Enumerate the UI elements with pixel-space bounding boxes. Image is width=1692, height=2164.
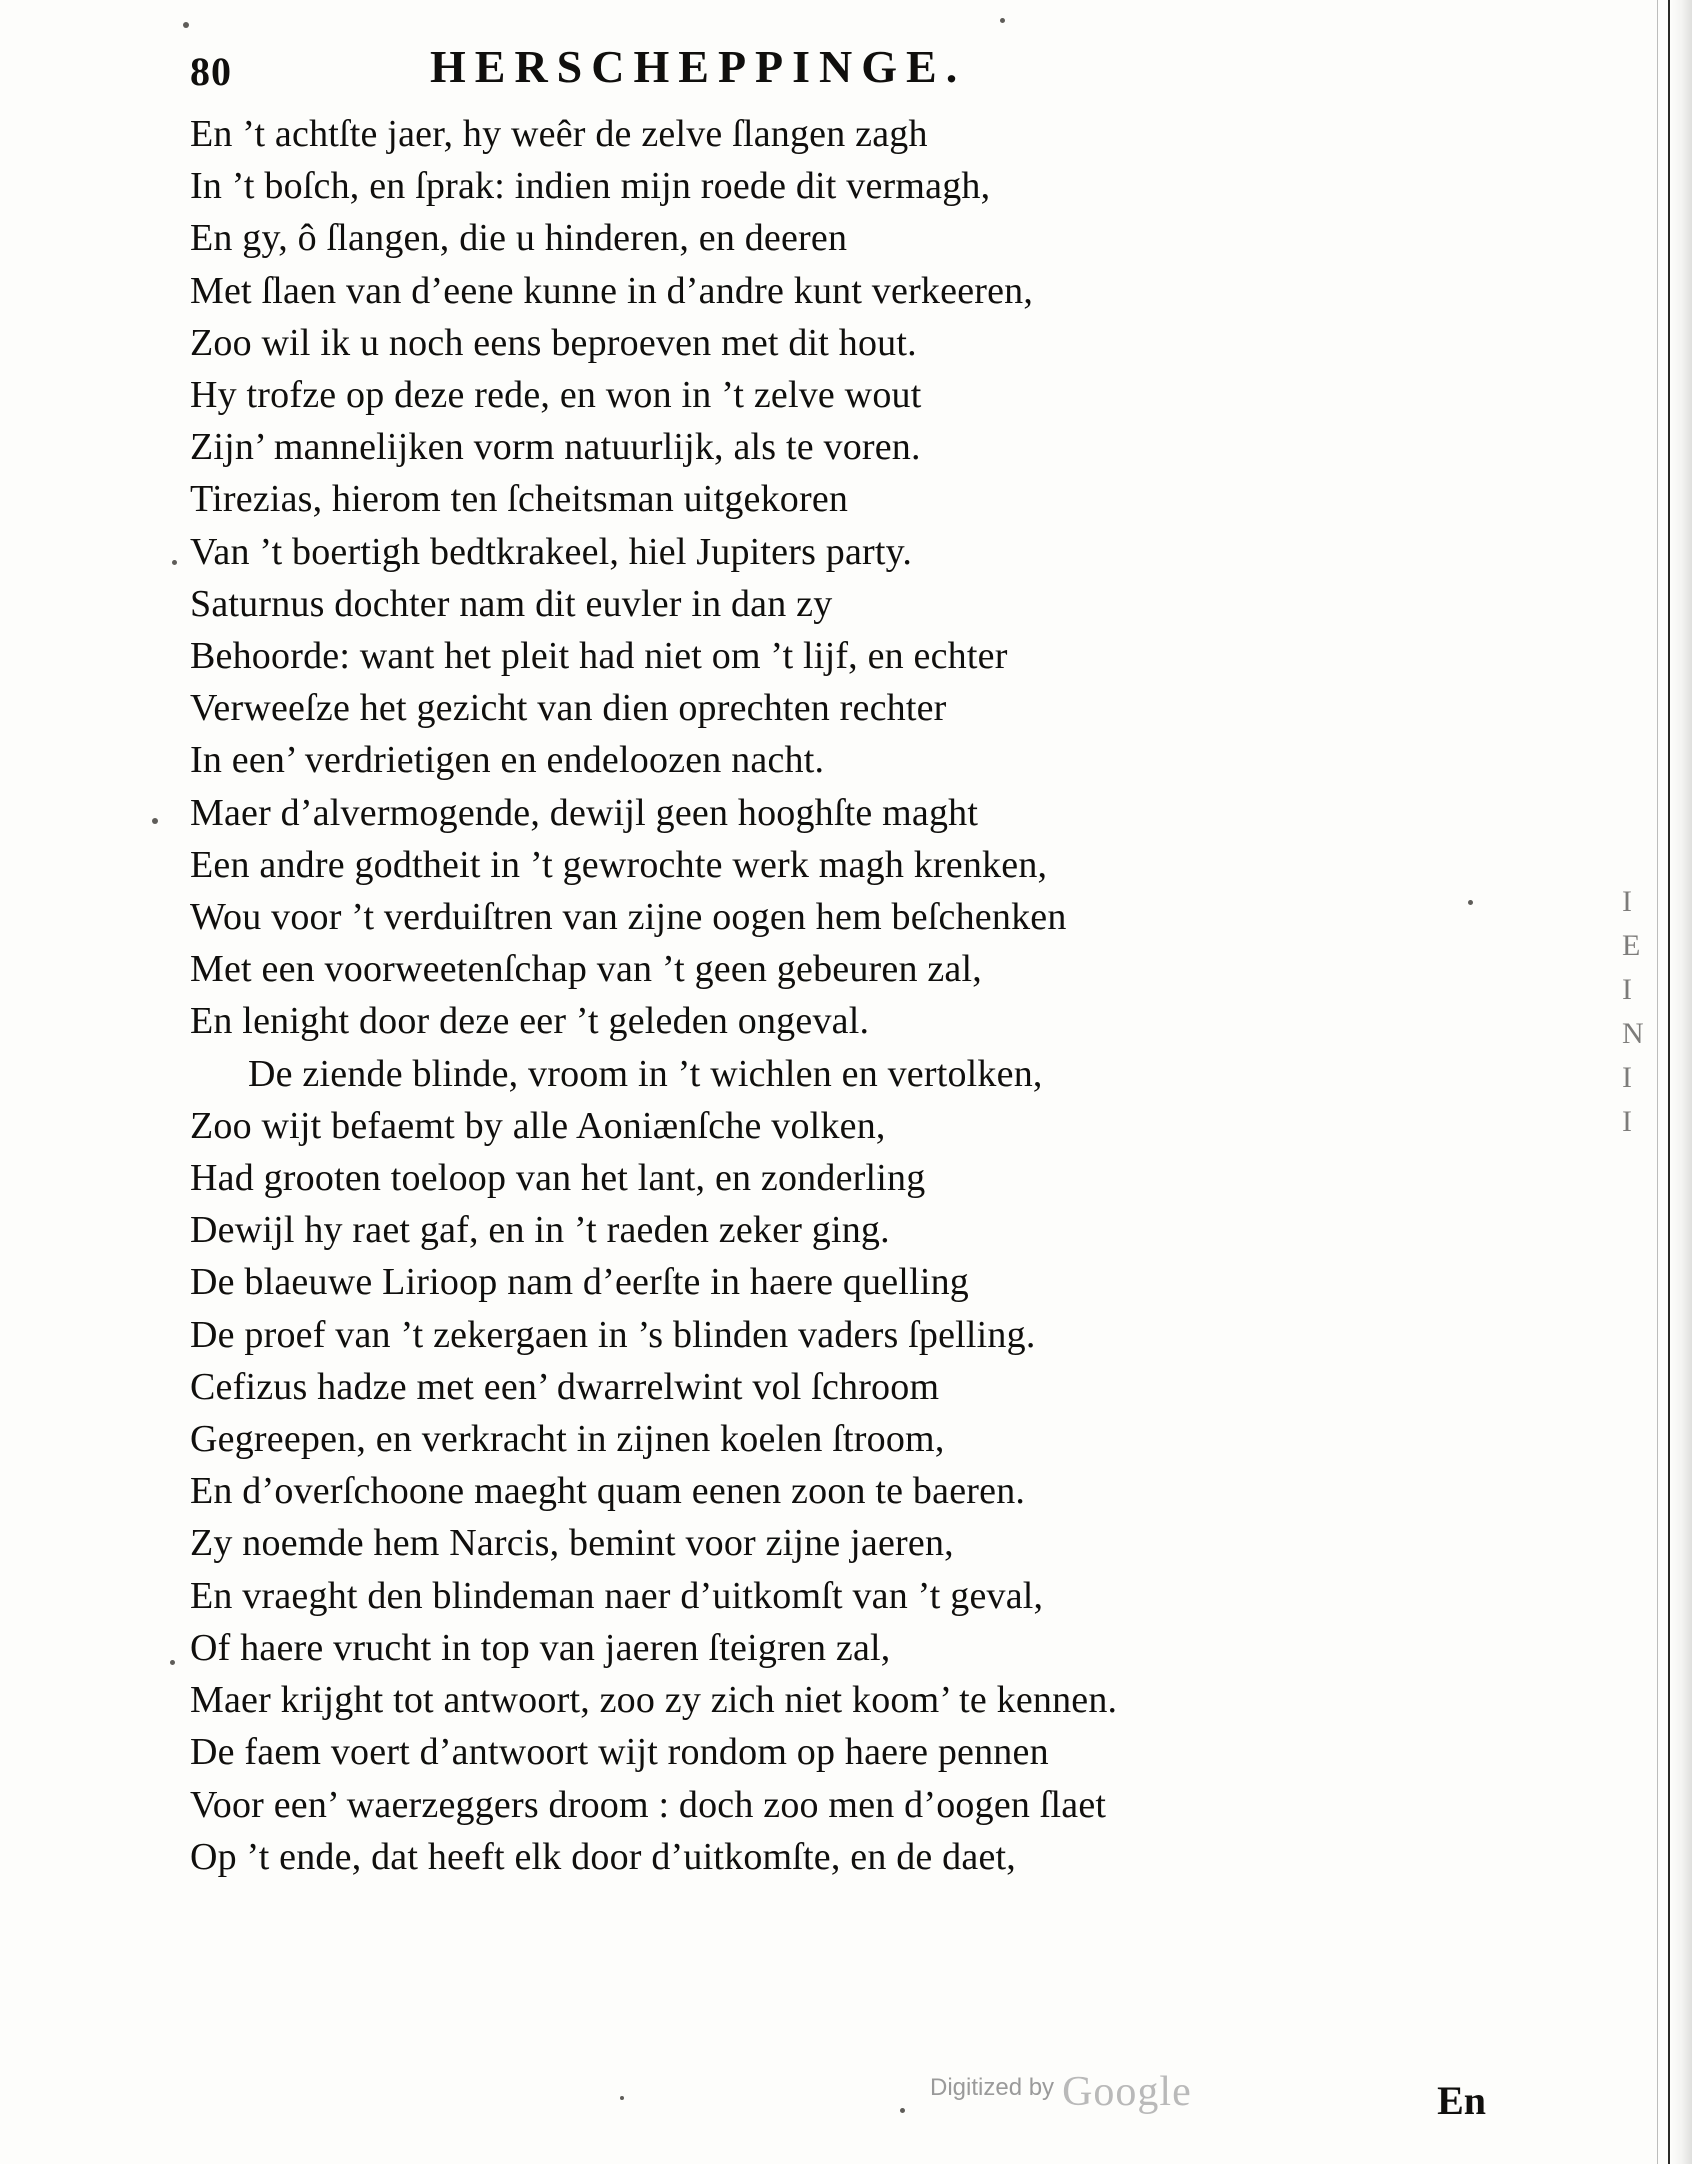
page-edge-shadow bbox=[1668, 0, 1692, 2164]
poem-line: De ziende blinde, vroom in ’t wichlen en vertolken, bbox=[248, 1052, 1043, 1095]
poem-line: Wou voor ’t verduiſtren van zijne oogen hem beſchenken bbox=[190, 896, 1067, 939]
poem-line: De faem voert d’antwoort wijt rondom op haere pennen bbox=[190, 1731, 1049, 1774]
poem-line: Van ’t boertigh bedtkrakeel, hiel Jupiters party. bbox=[190, 530, 913, 573]
catchword: En bbox=[1437, 2078, 1486, 2123]
page-header bbox=[190, 34, 1490, 104]
poem-line: Een andre godtheit in ’t gewrochte werk magh krenken, bbox=[190, 843, 1048, 886]
poem-line: Tirezias, hierom ten ſcheitsman uitgekoren bbox=[190, 478, 849, 521]
running-title: HERSCHEPPINGE. bbox=[430, 41, 967, 92]
poem-line: Zijn’ mannelijken vorm natuurlijk, als te voren. bbox=[190, 426, 921, 469]
page-footer bbox=[0, 2068, 1692, 2138]
poem-line: Maer krijght tot antwoort, zoo zy zich niet koom’ te kennen. bbox=[190, 1679, 1118, 1722]
poem-line: De proef van ’t zekergaen in ’s blinden vaders ſpelling. bbox=[190, 1313, 1036, 1356]
poem-line: Op ’t ende, dat heeft elk door d’uitkomſte, en de daet, bbox=[190, 1835, 1016, 1878]
poem-line: In ’t boſch, en ſprak: indien mijn roede dit vermagh, bbox=[190, 165, 991, 208]
poem-line: De blaeuwe Lirioop nam d’eerſte in haere quelling bbox=[190, 1261, 969, 1304]
page-edge-line bbox=[1657, 0, 1658, 2164]
scan-speck bbox=[170, 1660, 175, 1665]
poem-line: In een’ verdrietigen en endeloozen nacht. bbox=[190, 739, 825, 782]
scan-speck bbox=[1000, 18, 1005, 23]
poem-line: En d’overſchoone maeght quam eenen zoon te baeren. bbox=[190, 1470, 1026, 1513]
poem-line: Had grooten toeloop van het lant, en zonderling bbox=[190, 1157, 926, 1200]
poem-line: Behoorde: want het pleit had niet om ’t lijf, en echter bbox=[190, 635, 1008, 678]
poem-line: Gegreepen, en verkracht in zijnen koelen ſtroom, bbox=[190, 1418, 945, 1461]
scan-speck bbox=[183, 22, 189, 28]
digitized-credit bbox=[930, 2068, 1192, 2116]
page-content bbox=[190, 34, 1490, 1883]
poem-line: Zy noemde hem Narcis, bemint voor zijne jaeren, bbox=[190, 1522, 954, 1565]
poem-body bbox=[190, 108, 1490, 1883]
poem-line: En ’t achtſte jaer, hy weêr de zelve ſlangen zagh bbox=[190, 113, 928, 155]
folio-number: 80 bbox=[190, 49, 232, 94]
scan-speck bbox=[152, 818, 158, 824]
google-wordmark: Google bbox=[1062, 2069, 1192, 2115]
poem-line: En lenight door deze eer ’t geleden ongeval. bbox=[190, 1000, 870, 1043]
poem-line: En vraeght den blindeman naer d’uitkomſt van ’t geval, bbox=[190, 1574, 1044, 1617]
poem-line: Zoo wijt befaemt by alle Aoniænſche volken, bbox=[190, 1104, 886, 1147]
poem-line: Voor een’ waerzeggers droom : doch zoo men d’oogen ſlaet bbox=[190, 1783, 1107, 1826]
poem-line: En gy, ô ſlangen, die u hinderen, en deeren bbox=[190, 217, 848, 260]
digitized-label: Digitized by bbox=[930, 2074, 1055, 2101]
poem-line: Saturnus dochter nam dit euvler in dan zy bbox=[190, 582, 833, 625]
poem-line: Maer d’alvermogende, dewijl geen hooghſte maght bbox=[190, 791, 979, 834]
poem-line: Met een voorweetenſchap van ’t geen gebeuren zal, bbox=[190, 948, 982, 991]
poem-line: Of haere vrucht in top van jaeren ſteigren zal, bbox=[190, 1626, 891, 1669]
poem-line: Hy trofze op deze rede, en won in ’t zelve wout bbox=[190, 374, 922, 417]
poem-line: Verweeſze het gezicht van dien oprechten rechter bbox=[190, 687, 947, 730]
poem-line: Zoo wil ik u noch eens beproeven met dit hout. bbox=[190, 321, 917, 364]
poem-line: Cefizus hadze met een’ dwarrelwint vol ſchroom bbox=[190, 1365, 940, 1408]
poem-line: Met ſlaen van d’eene kunne in d’andre kunt verkeeren, bbox=[190, 269, 1034, 312]
poem-line: Dewijl hy raet gaf, en in ’t raeden zeker ging. bbox=[190, 1209, 890, 1252]
scan-speck bbox=[172, 560, 177, 565]
margin-bleed-text: I E I N I I bbox=[1622, 885, 1644, 1138]
